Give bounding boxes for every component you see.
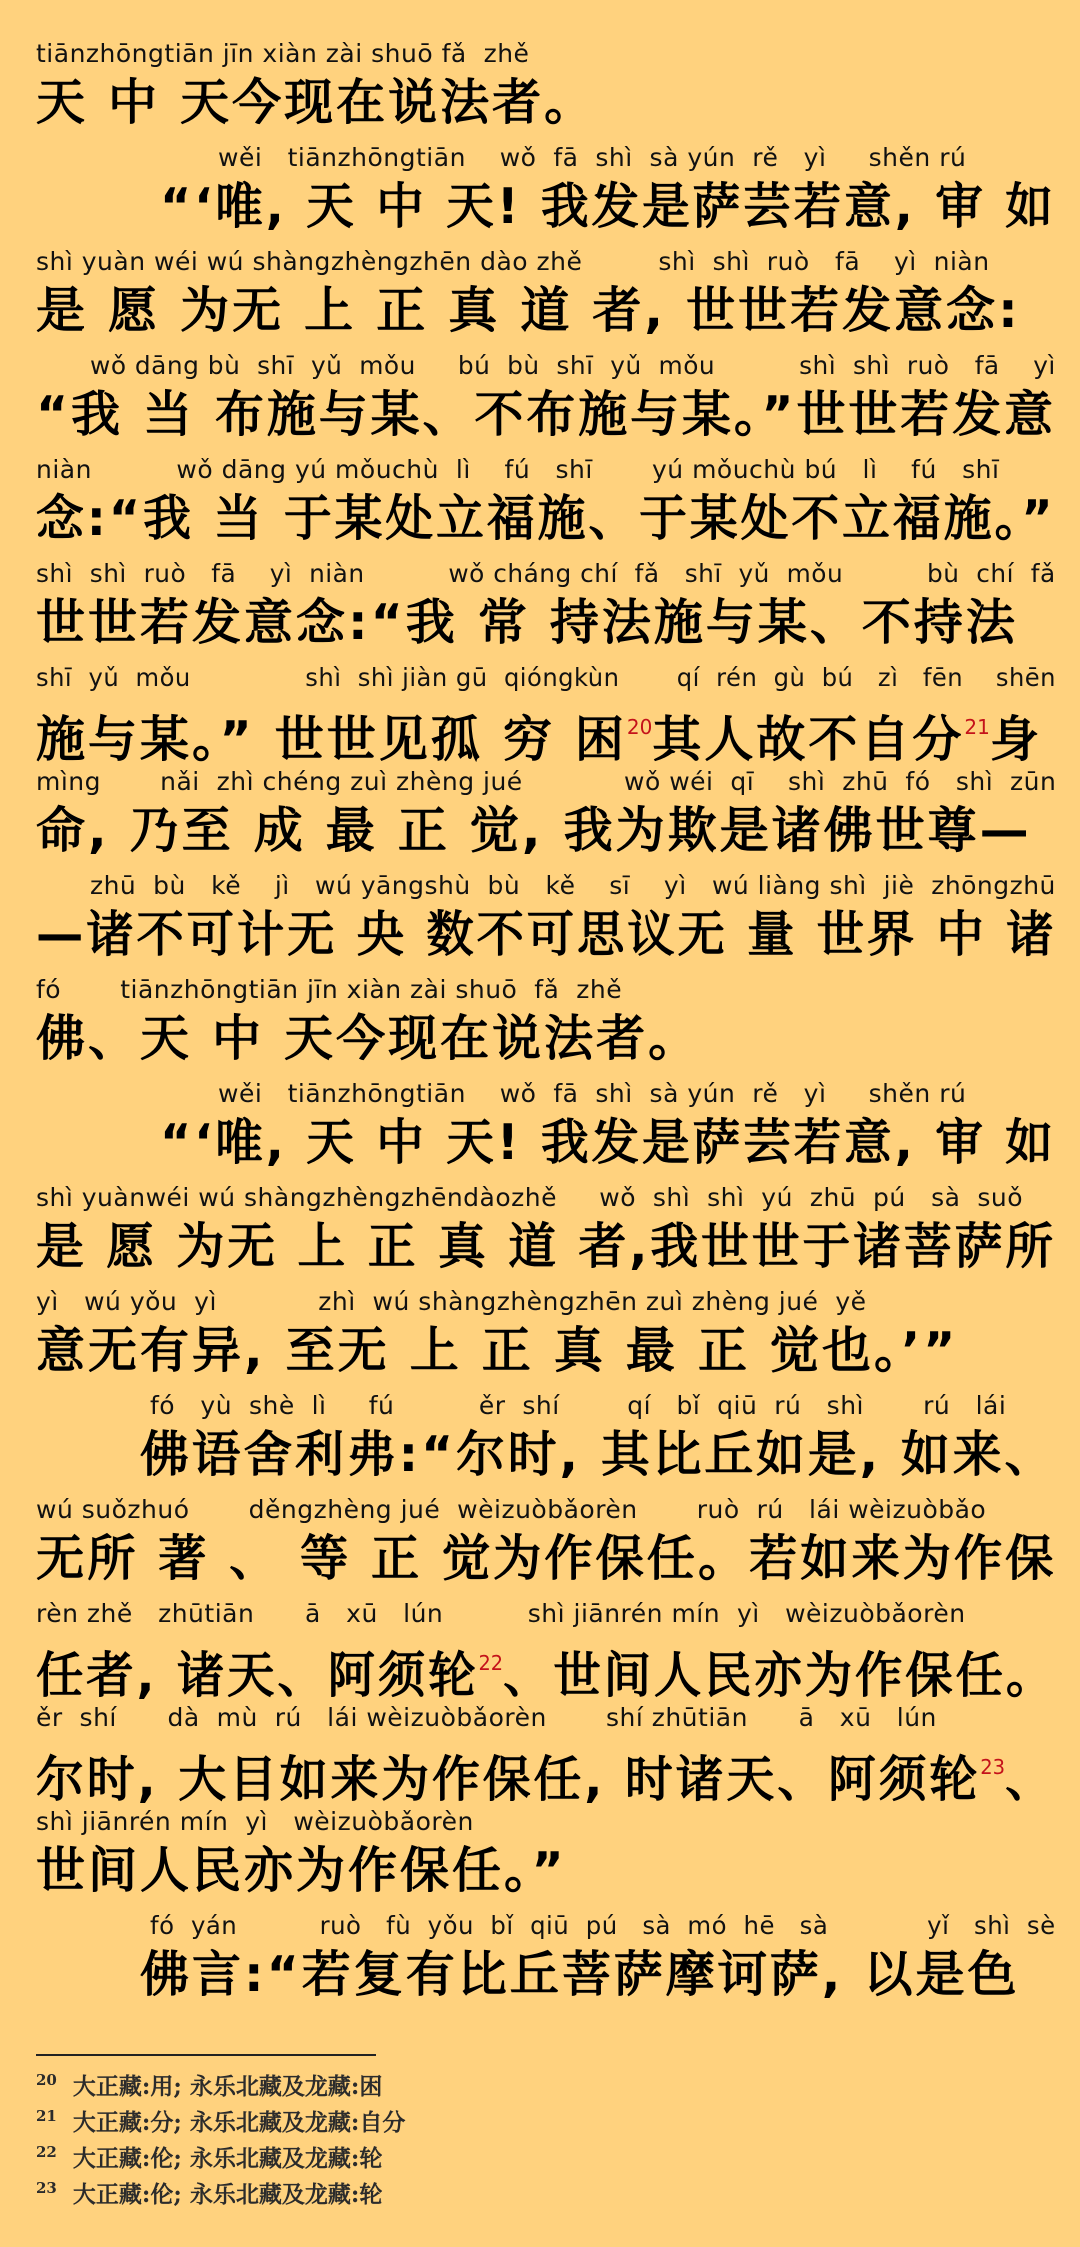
pinyin-line: shì shì ruò fā yì niàn wǒ cháng chí fǎ shī yǔ mǒu bù chí fǎ <box>36 559 1056 588</box>
text-line-7 <box>0 662 1080 766</box>
footnote-text: 大正藏:分; 永乐北藏及龙藏:自分 <box>72 2109 406 2136</box>
text-line-8 <box>0 766 1080 870</box>
text-line-4 <box>0 350 1080 454</box>
pinyin-line: shī yǔ mǒu shì shì jiàn gū qióngkùn qí rén gù bú zì fēn shēn <box>36 663 1057 692</box>
hanzi-line: 佛语舍利弗:“尔时, 其比丘如是, 如来、 <box>140 1426 1057 1483</box>
hanzi-segment: 、 <box>1005 1751 1056 1808</box>
footnote-text: 大正藏:用; 永乐北藏及龙藏:困 <box>72 2073 383 2100</box>
footnote-ref-21[interactable]: 21 <box>964 715 990 739</box>
hanzi-segment: 身 <box>989 711 1042 768</box>
hanzi-line: 意无有异, 至无 上 正 真 最 正 觉也。’” <box>36 1322 959 1379</box>
pinyin-line: niàn wǒ dāng yú mǒuchù lì fú shī yú mǒuchù bú lì fú shī <box>36 455 1000 484</box>
pinyin-line: wú suǒzhuó děngzhèng jué wèizuòbǎorèn ruò rú lái wèizuòbǎo <box>36 1495 987 1524</box>
text-line-12 <box>0 1182 1080 1286</box>
pinyin-line: tiānzhōngtiān jīn xiàn zài shuō fǎ zhě <box>36 39 530 68</box>
hanzi-segment: 、世间人民亦为作保任。 <box>503 1647 1057 1704</box>
hanzi-line <box>36 1630 1057 1704</box>
footnote-number: 20 <box>36 2071 57 2089</box>
footnote-ref-23[interactable]: 23 <box>980 1755 1006 1779</box>
footnote-text: 大正藏:伦; 永乐北藏及龙藏:轮 <box>72 2181 383 2208</box>
hanzi-segment: 其人故不自分 <box>652 711 965 768</box>
pinyin-line: fó yù shè lì fú ěr shí qí bǐ qiū rú shì rú lái <box>150 1391 1007 1420</box>
text-line-5 <box>0 454 1080 558</box>
hanzi-line: 是 愿 为无 上 正 真 道 者, 世世若发意念: <box>36 282 1021 339</box>
hanzi-segment: 施与某。” 世世见孤 穷 困 <box>36 711 627 768</box>
hanzi-line: 命, 乃至 成 最 正 觉, 我为欺是诸佛世尊— <box>36 802 1032 859</box>
footnote-21 <box>36 2098 405 2134</box>
text-line-9 <box>0 870 1080 974</box>
footnote-number: 21 <box>36 2107 57 2125</box>
hanzi-line: 是 愿 为无 上 正 真 道 者,我世世于诸菩萨所 <box>36 1218 1056 1275</box>
hanzi-line: 天 中 天今现在说法者。 <box>36 74 597 131</box>
text-line-1 <box>0 38 1080 142</box>
text-line-2 <box>0 142 1080 246</box>
hanzi-line: 无所 著 、 等 正 觉为作保任。若如来为作保 <box>36 1530 1057 1587</box>
hanzi-segment: 尔时, 大目如来为作保任, 时诸天、阿须轮 <box>36 1751 981 1808</box>
hanzi-line: —诸不可计无 央 数不可思议无 量 世界 中 诸 <box>36 906 1057 963</box>
text-line-13 <box>0 1286 1080 1390</box>
footnote-text: 大正藏:伦; 永乐北藏及龙藏:轮 <box>72 2145 383 2172</box>
pinyin-line: rèn zhě zhūtiān ā xū lún shì jiānrén mín yì wèizuòbǎorèn <box>36 1599 966 1628</box>
hanzi-line: “我 当 布施与某、不布施与某。”世世若发意 <box>36 386 1056 443</box>
pinyin-line: wěi tiānzhōngtiān wǒ fā shì sà yún rě yì shěn rú <box>218 143 967 172</box>
text-line-3 <box>0 246 1080 350</box>
pinyin-line: zhū bù kě jì wú yāngshù bù kě sī yì wú liàng shì jiè zhōngzhū <box>90 871 1056 900</box>
pinyin-line: shì yuàn wéi wú shàngzhèngzhēn dào zhě shì shì ruò fā yì niàn <box>36 247 990 276</box>
pinyin-line: yì wú yǒu yì zhì wú shàngzhèngzhēn zuì zhèng jué yě <box>36 1287 867 1316</box>
footnote-number: 22 <box>36 2143 57 2161</box>
pinyin-line: shì jiānrén mín yì wèizuòbǎorèn <box>36 1807 474 1836</box>
footnote-23 <box>36 2170 382 2206</box>
text-line-6 <box>0 558 1080 662</box>
hanzi-line <box>36 694 1042 768</box>
hanzi-line: 佛言:“若复有比丘菩萨摩诃萨, 以是色 <box>140 1946 1020 2003</box>
hanzi-line: 念:“我 当 于某处立福施、于某处不立福施。” <box>36 490 1056 547</box>
text-line-17 <box>0 1702 1080 1806</box>
text-line-15 <box>0 1494 1080 1598</box>
pinyin-line: fó yán ruò fù yǒu bǐ qiū pú sà mó hē sà yǐ shì sè <box>150 1911 1056 1940</box>
footnote-number: 23 <box>36 2179 57 2197</box>
hanzi-line: 世间人民亦为作保任。” <box>36 1842 567 1899</box>
footnote-20 <box>36 2062 382 2098</box>
pinyin-line: fó tiānzhōngtiān jīn xiàn zài shuō fǎ zhě <box>36 975 623 1004</box>
footnote-22 <box>36 2134 382 2170</box>
pinyin-line: ěr shí dà mù rú lái wèizuòbǎorèn shí zhūtiān ā xū lún <box>36 1703 937 1732</box>
text-line-14 <box>0 1390 1080 1494</box>
hanzi-line: “‘唯, 天 中 天! 我发是萨芸若意, 审 如 <box>160 178 1056 235</box>
text-line-10 <box>0 974 1080 1078</box>
hanzi-line: “‘唯, 天 中 天! 我发是萨芸若意, 审 如 <box>160 1114 1056 1171</box>
hanzi-line: 佛、天 中 天今现在说法者。 <box>36 1010 701 1067</box>
text-line-16 <box>0 1598 1080 1702</box>
text-line-11 <box>0 1078 1080 1182</box>
text-line-18 <box>0 1806 1080 1910</box>
footnote-ref-20[interactable]: 20 <box>626 715 653 739</box>
pinyin-line: shì yuànwéi wú shàngzhèngzhēndàozhě wǒ shì shì yú zhū pú sà suǒ <box>36 1183 1023 1212</box>
pinyin-line: wěi tiānzhōngtiān wǒ fā shì sà yún rě yì shěn rú <box>218 1079 967 1108</box>
text-line-19 <box>0 1910 1080 2014</box>
hanzi-line: 世世若发意念:“我 常 持法施与某、不持法 <box>36 594 1018 651</box>
hanzi-segment: 任者, 诸天、阿须轮 <box>36 1647 479 1704</box>
footnote-divider <box>36 2054 376 2056</box>
hanzi-line <box>36 1734 1056 1808</box>
pinyin-line: mìng nǎi zhì chéng zuì zhèng jué wǒ wéi qī shì zhū fó shì zūn <box>36 767 1057 796</box>
footnote-ref-22[interactable]: 22 <box>478 1651 504 1675</box>
pinyin-line: wǒ dāng bù shī yǔ mǒu bú bù shī yǔ mǒu shì shì ruò fā yì <box>90 351 1056 380</box>
